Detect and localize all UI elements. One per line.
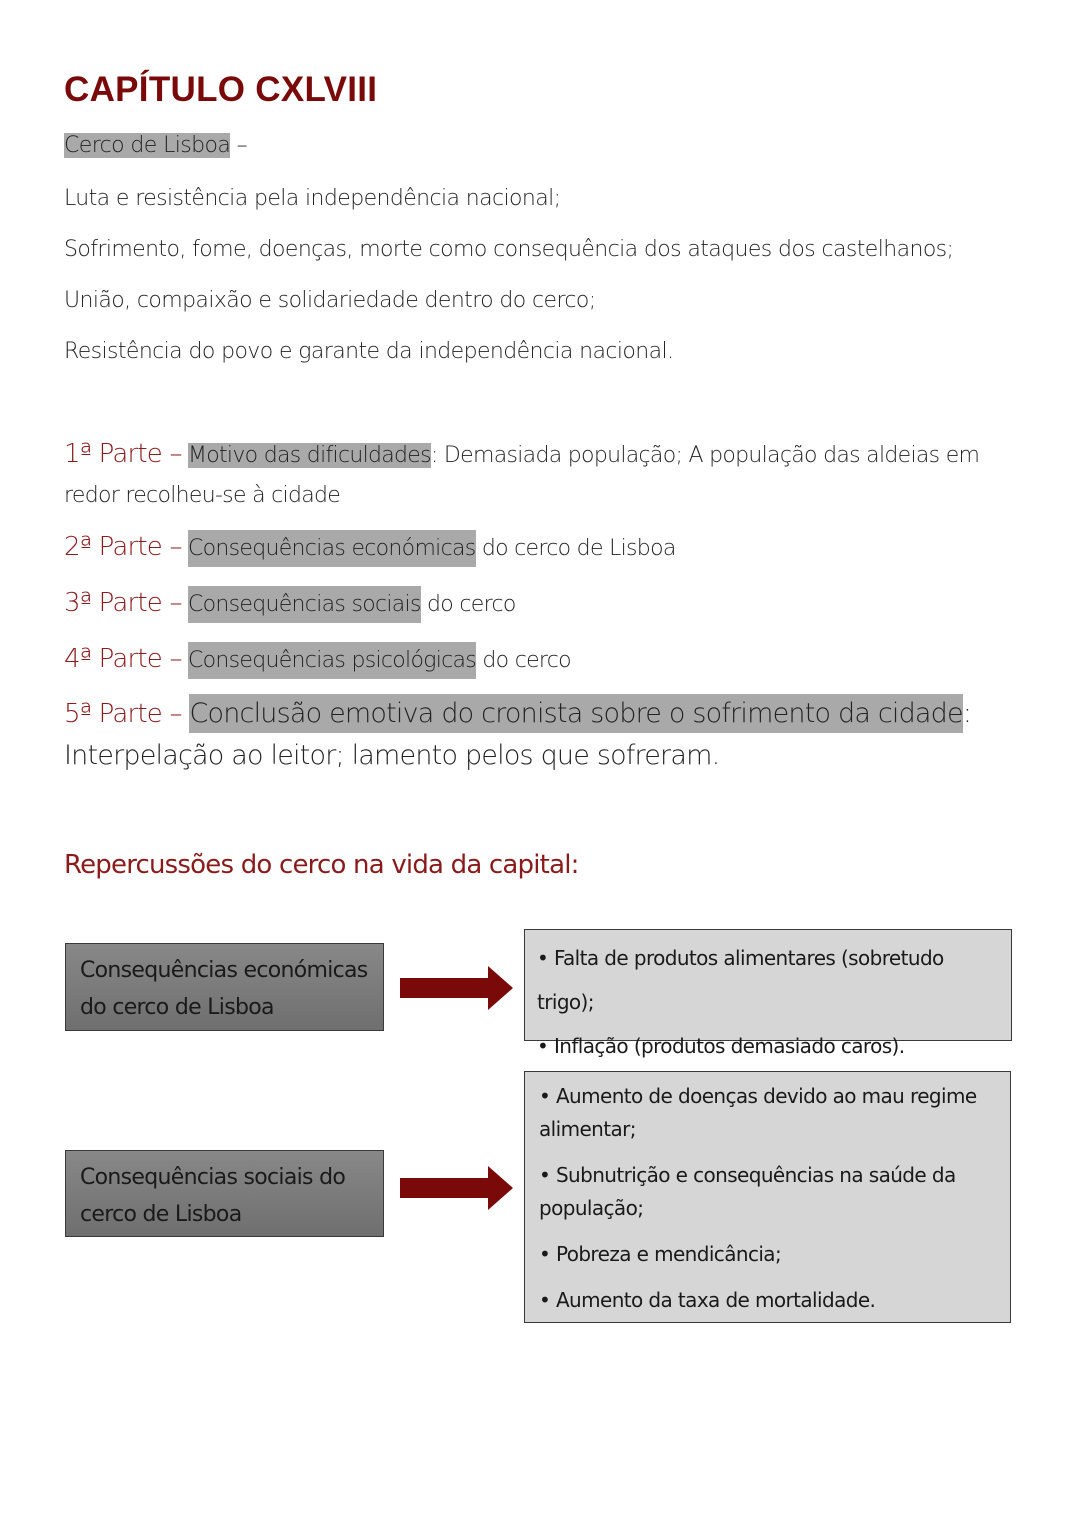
part-3-line [64,588,516,618]
part-1-line [64,439,979,469]
part-4-highlight: Consequências psicológicas [188,642,476,679]
social-effect-item: • Aumento da taxa de mortalidade. [539,1288,876,1312]
part-2-line [64,532,676,562]
part-3-label: 3ª Parte – [64,588,182,618]
part-3-text: do cerco [420,592,516,617]
part-4-label: 4ª Parte – [64,644,182,674]
part-5-label: 5ª Parte – [64,699,182,729]
economic-effects-box [524,929,1012,1058]
social-effect-item: • Subnutrição e consequências na saúde da população; [539,1163,956,1220]
social-effects-box [524,1071,1011,1323]
social-effect-item: • Aumento de doenças devido ao mau regime alimentar; [539,1084,977,1141]
subtitle-highlight: Cerco de Lisboa [64,133,231,158]
right-arrow-icon [398,1164,516,1212]
theme-item: Luta e resistência pela independência nacional; [64,186,561,211]
social-consequences-box: Consequências sociais do cerco de Lisboa [65,1150,384,1237]
part-1-highlight: Motivo das dificuldades [187,443,431,468]
part-4-text: do cerco [476,648,571,673]
subtitle-line [64,133,247,158]
part-5-line [64,698,971,729]
section-heading: Repercussões do cerco na vida da capital: [64,850,579,880]
part-5-continuation: Interpelação ao leitor; lamento pelos que sofreram. [64,740,720,771]
part-2-text: do cerco de Lisboa [475,536,676,561]
theme-item: Sofrimento, fome, doenças, morte como consequência dos ataques dos castelhanos; [64,237,954,262]
right-arrow-icon [398,964,516,1012]
theme-item: União, compaixão e solidariedade dentro do cerco; [64,288,596,313]
subtitle-suffix: – [230,133,248,158]
chapter-title: CAPÍTULO CXLVIII [64,70,378,109]
part-2-highlight: Consequências económicas [188,530,476,567]
theme-item: Resistência do povo e garante da independência nacional. [64,339,674,364]
part-5-highlight: Conclusão emotiva do cronista sobre o sofrimento da cidade [189,694,962,733]
part-4-line [64,644,571,674]
social-effect-item: • Pobreza e mendicância; [539,1242,782,1266]
part-1-text: : Demasiada população; A população das aldeias em [430,443,980,468]
economic-effect-item: • Falta de produtos alimentares (sobretudo trigo); [537,946,944,1014]
part-1-continuation: redor recolheu-se à cidade [64,483,341,508]
part-2-label: 2ª Parte – [64,532,182,562]
economic-effect-item: • Inflação (produtos demasiado caros). [537,1034,905,1058]
part-5-text: : [962,698,972,729]
part-1-label: 1ª Parte – [64,439,182,469]
economic-consequences-box: Consequências económicas do cerco de Lisboa [65,943,384,1031]
part-3-highlight: Consequências sociais [188,586,421,623]
